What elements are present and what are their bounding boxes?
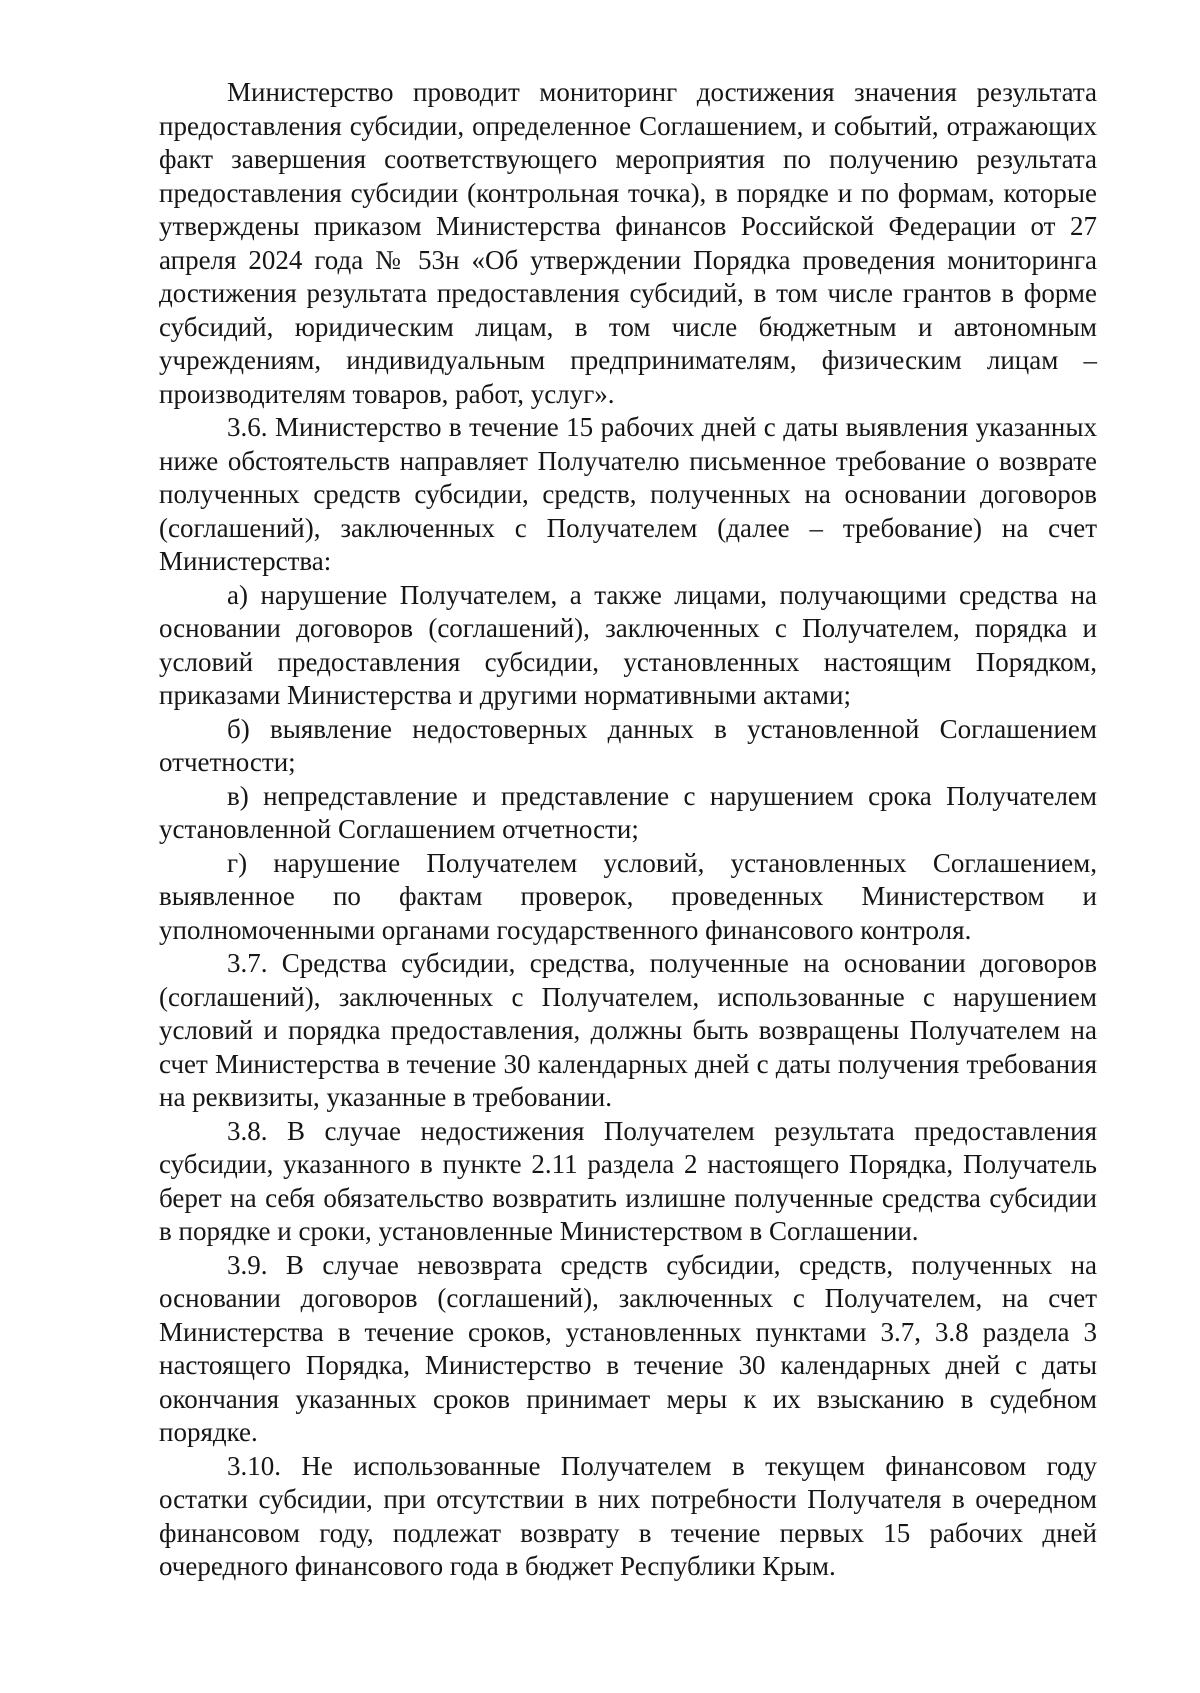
- paragraph-monitoring: Министерство проводит мониторинг достижения значения результата предоставления субсидии, определенное Соглашением, и событий, отражающих факт завершения соответствующего мероприятия по получению результата предоставления субсидии (контрольная точка), в порядке и по формам, которые утверждены приказом Министерства финансов Российской Федерации от 27 апреля 2024 года № 53н «Об утверждении Порядка проведения мониторинга достижения результата предоставления субсидий, в том числе грантов в форме субсидий, юридическим лицам, в том числе бюджетным и автономным учреждениям, индивидуальным предпринимателям, физическим лицам – производителям товаров, работ, услуг».: [159, 77, 1097, 409]
- paragraph-3-7: 3.7. Средства субсидии, средства, полученные на основании договоров (соглашений), заключенных с Получателем, использованные с нарушением условий и порядка предоставления, должны быть возвращены Получателем на счет Министерства в течение 30 календарных дней с даты получения требования на реквизиты, указанные в требовании.: [159, 948, 1097, 1112]
- paragraph-3-8: 3.8. В случае недостижения Получателем результата предоставления субсидии, указанного в пункте 2.11 раздела 2 настоящего Порядка, Получатель берет на себя обязательство возвратить излишне полученные средства субсидии в порядке и сроки, установленные Министерством в Соглашении.: [159, 1115, 1097, 1246]
- list-item-a: а) нарушение Получателем, а также лицами, получающими средства на основании договоров (соглашений), заключенных с Получателем, порядка и условий предоставления субсидии, установленных настоящим Порядком, приказами Министерства и другими нормативными актами;: [159, 579, 1097, 710]
- paragraph-3-9: 3.9. В случае невозврата средств субсидии, средств, полученных на основании договоров (соглашений), заключенных с Получателем, на счет Министерства в течение сроков, установленных пунктами 3.7, 3.8 раздела 3 настоящего Порядка, Министерство в течение 30 календарных дней с даты окончания указанных сроков принимает меры к их взысканию в судебном порядке.: [159, 1249, 1097, 1447]
- list-item-v: в) непредставление и представление с нарушением срока Получателем установленной Соглашением отчетности;: [159, 780, 1097, 844]
- paragraph-3-6: 3.6. Министерство в течение 15 рабочих дней с даты выявления указанных ниже обстоятельств направляет Получателю письменное требование о возврате полученных средств субсидии, средств, полученных на основании договоров (соглашений), заключенных с Получателем (далее – требование) на счет Министерства:: [159, 412, 1097, 576]
- document-body: [159, 76, 1097, 1584]
- list-item-b: б) выявление недостоверных данных в установленной Соглашением отчетности;: [159, 713, 1097, 777]
- paragraph-3-10: 3.10. Не использованные Получателем в текущем финансовом году остатки субсидии, при отсутствии в них потребности Получателя в очередном финансовом году, подлежат возврату в течение первых 15 рабочих дней очередного финансового года в бюджет Республики Крым.: [159, 1450, 1097, 1581]
- list-item-g: г) нарушение Получателем условий, установленных Соглашением, выявленное по фактам проверок, проведенных Министерством и уполномоченными органами государственного финансового контроля.: [159, 847, 1097, 945]
